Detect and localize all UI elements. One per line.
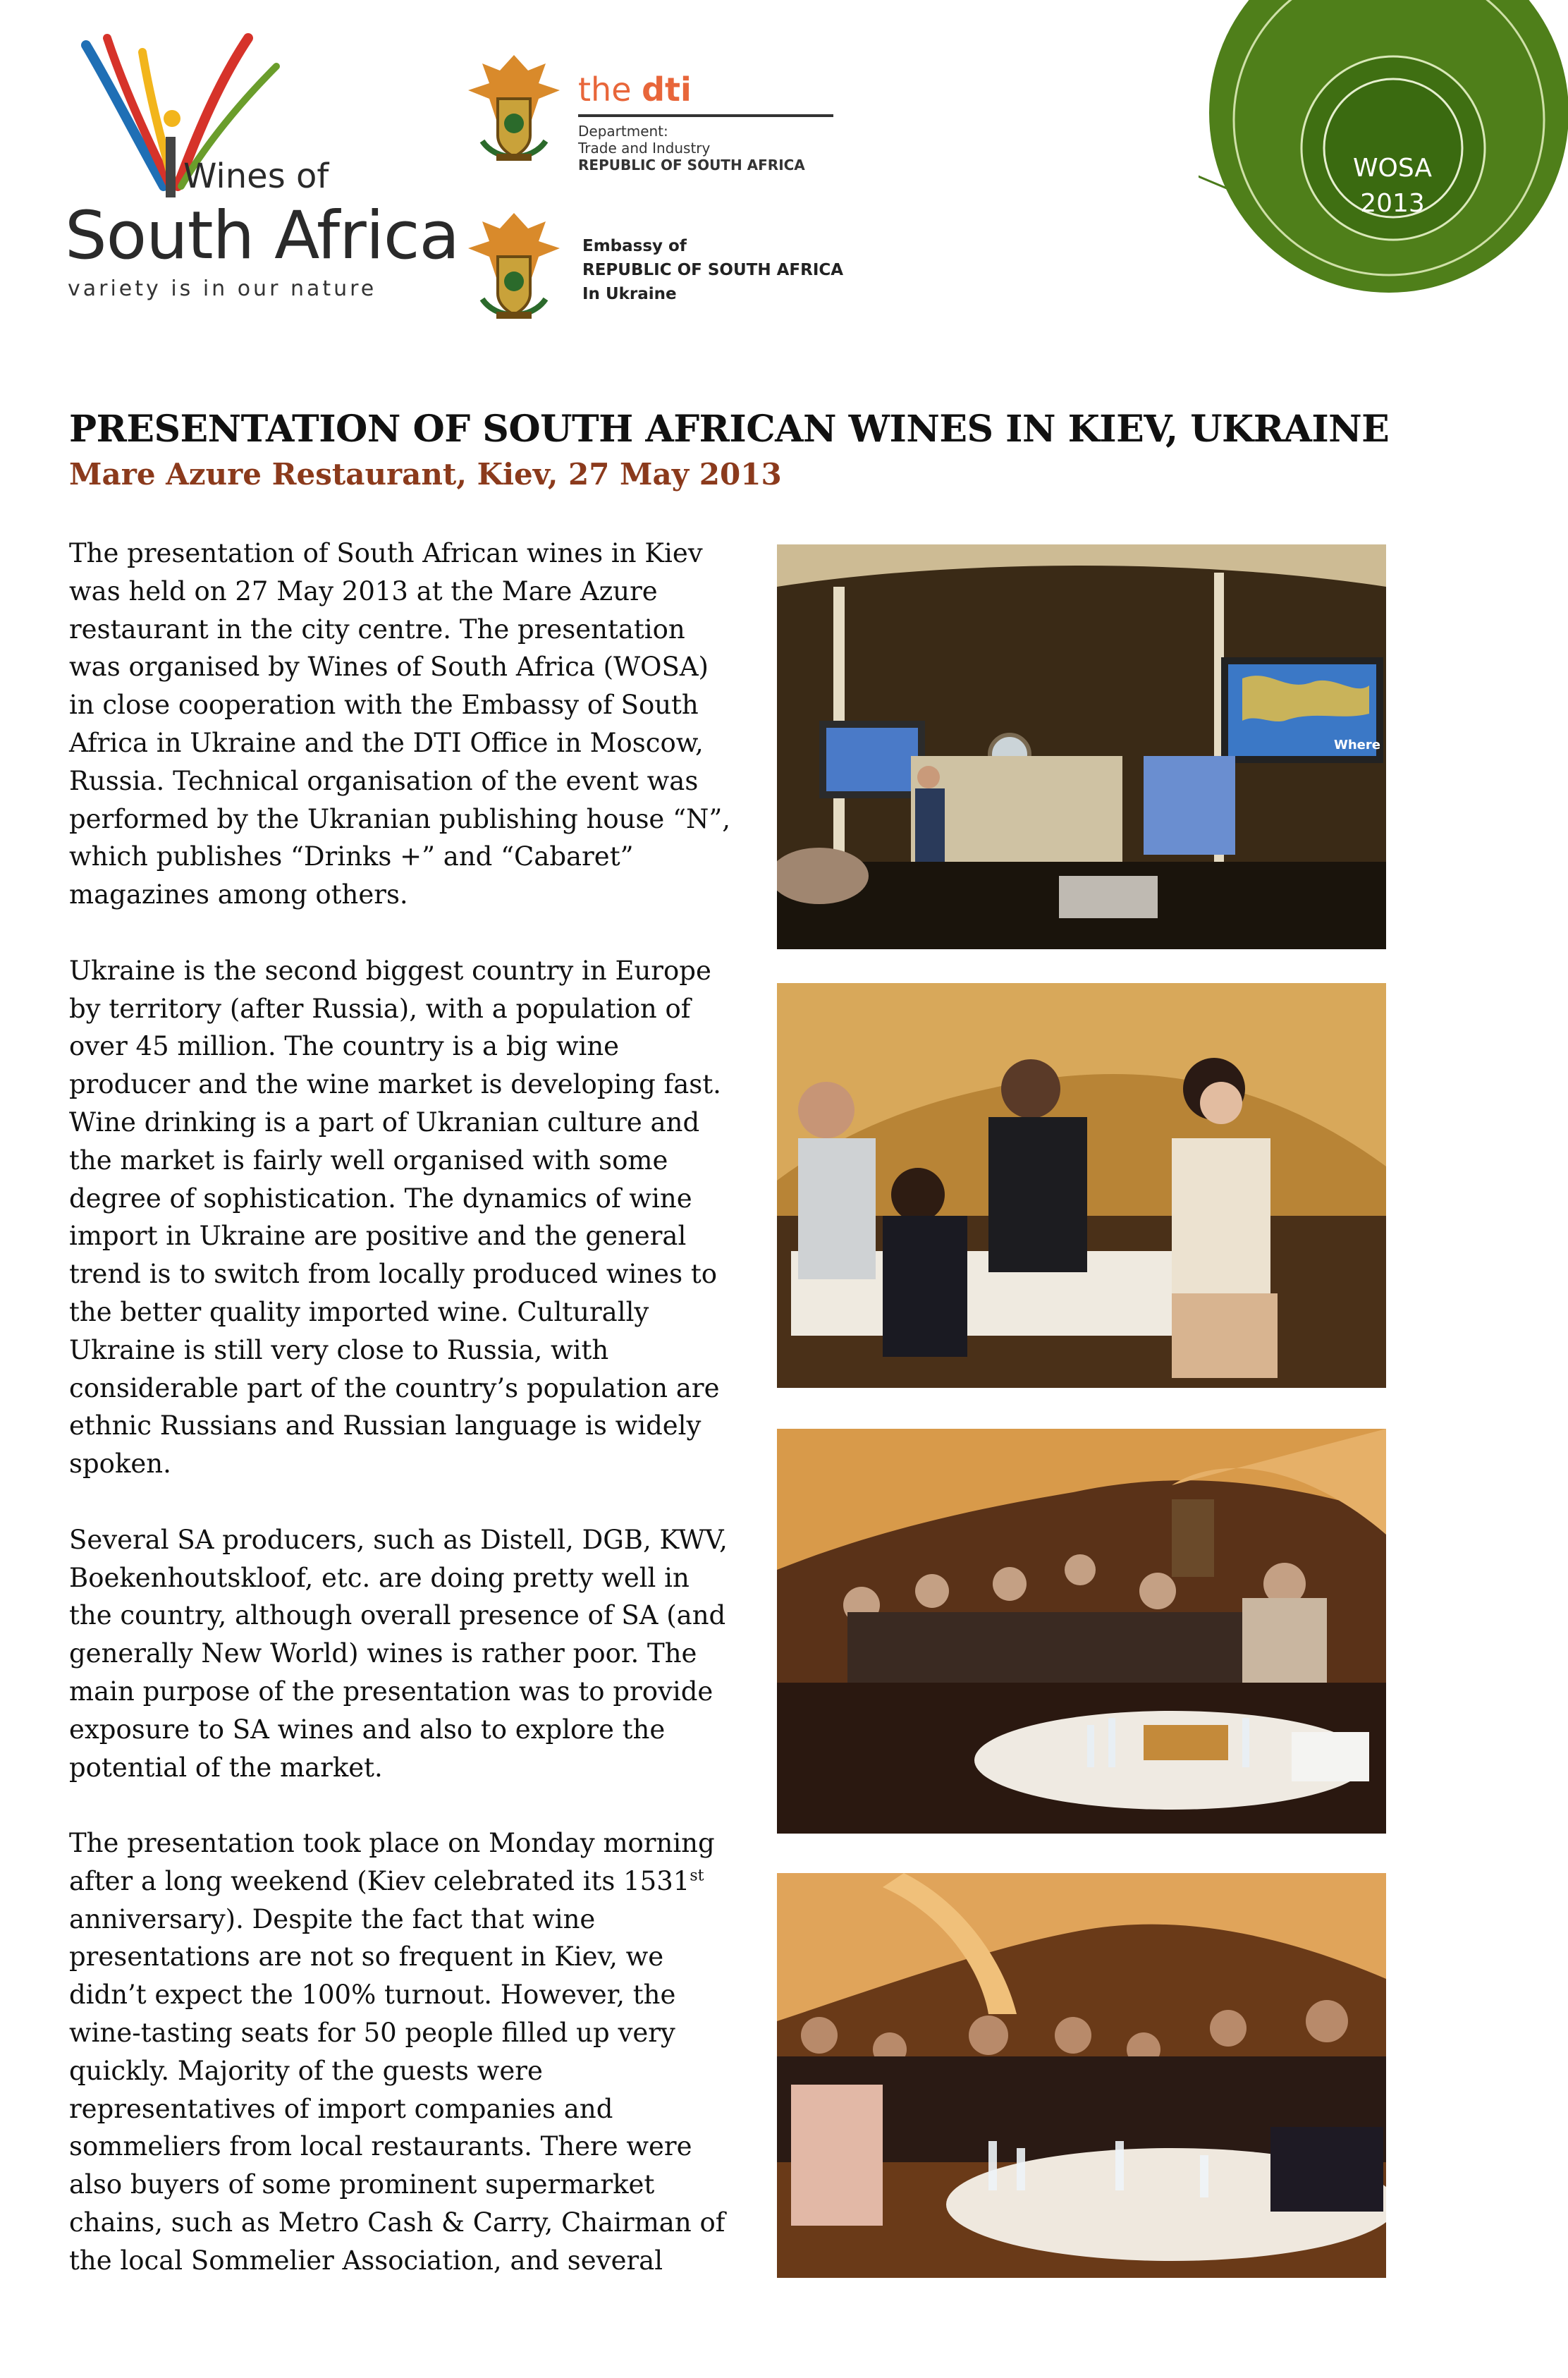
article-body (69, 535, 774, 2317)
paragraph-3: Several SA producers, such as Distell, DGB, KWV, Boekenhoutskloof, etc. are doing pretty well in the country, although overall presence of SA (and generally New World) wines is rather poor. The main purpose of the presentation was to provide exposure to SA wines and also to explore the potential of the market. (69, 1524, 728, 1783)
wosa-logo-line1: Wines of (183, 157, 329, 196)
embassy-line1: Embassy of (582, 237, 687, 255)
paragraph-4-part-a: The presentation took place on Monday morning after a long weekend (Kiev celebrated its 1531 (69, 1828, 715, 1896)
paragraph-4 (69, 1824, 774, 2280)
dti-line1: Department: (578, 123, 668, 140)
dti-logo (578, 71, 832, 173)
photo-tasting-audience (777, 1429, 1386, 1834)
coat-of-arms-icon (461, 207, 567, 323)
embassy-line2: REPUBLIC OF SOUTH AFRICA (582, 261, 844, 279)
photo-guests-seated (777, 983, 1386, 1388)
embassy-line3: In Ukraine (582, 285, 677, 303)
screen-caption: Where (1334, 738, 1380, 752)
wines-of-south-africa-logo (65, 31, 460, 313)
page-subtitle: Mare Azure Restaurant, Kiev, 27 May 2013 (69, 457, 782, 492)
badge-label (1325, 151, 1459, 221)
photo-presentation-screens (777, 544, 1386, 949)
dti-line3: REPUBLIC OF SOUTH AFRICA (578, 157, 805, 173)
wosa-logo-tagline: variety is in our nature (68, 276, 377, 301)
paragraph-2: Ukraine is the second biggest country in Europe by territory (after Russia), with a population of over 45 million. The country is a big wine producer and the wine market is developing fast. Wine drinking is a part of Ukranian culture and the market is fairly well organised with some degree of sophistication. The dynamics of wine import in Ukraine are positive and the general trend is to switch from locally produced wines to the better quality imported wine. Culturally Ukraine is still very close to Russia, with considerable part of the country’s population are ethnic Russians and Russian language is widely spoken. (69, 955, 721, 1480)
dti-line2: Trade and Industry (578, 140, 711, 157)
ordinal-suffix: st (690, 1867, 704, 1885)
wosa-logo-line2: South Africa (65, 197, 460, 274)
coat-of-arms-icon (461, 49, 567, 165)
photo-dining-room (777, 1873, 1386, 2278)
badge-line1: WOSA (1352, 154, 1433, 183)
embassy-block (582, 234, 893, 306)
dti-wordmark (578, 71, 832, 109)
badge-line2: 2013 (1360, 189, 1425, 218)
page-title: PRESENTATION OF SOUTH AFRICAN WINES IN KIEV, UKRAINE (69, 408, 1390, 451)
paragraph-4-part-b: anniversary). Despite the fact that wine presentations are not so frequent in Kiev, we didn’t expect the 100% turnout. However, the wine-tasting seats for 50 people filled up very quickly. Majority of the guests were representatives of import companies and sommeliers from local restaurants. There were also buyers of some prominent supermarket chains, such as Metro Cash & Carry, Chairman of the local Sommelier Association, and several (69, 1903, 725, 2276)
dti-rule (578, 114, 833, 117)
dti-wordmark-dti: dti (642, 71, 692, 109)
dti-wordmark-the: the (578, 71, 642, 109)
wosa-2013-badge (1199, 0, 1568, 296)
paragraph-1: The presentation of South African wines in Kiev was held on 27 May 2013 at the Mare Azure restaurant in the city centre. The presentation was organised by Wines of South Africa (WOSA) in close cooperation with the Embassy of South Africa in Ukraine and the DTI Office in Moscow, Russia. Technical organisation of the event was performed by the Ukranian publishing house “N”, which publishes “Drinks +” and “Cabaret” magazines among others. (69, 538, 731, 910)
